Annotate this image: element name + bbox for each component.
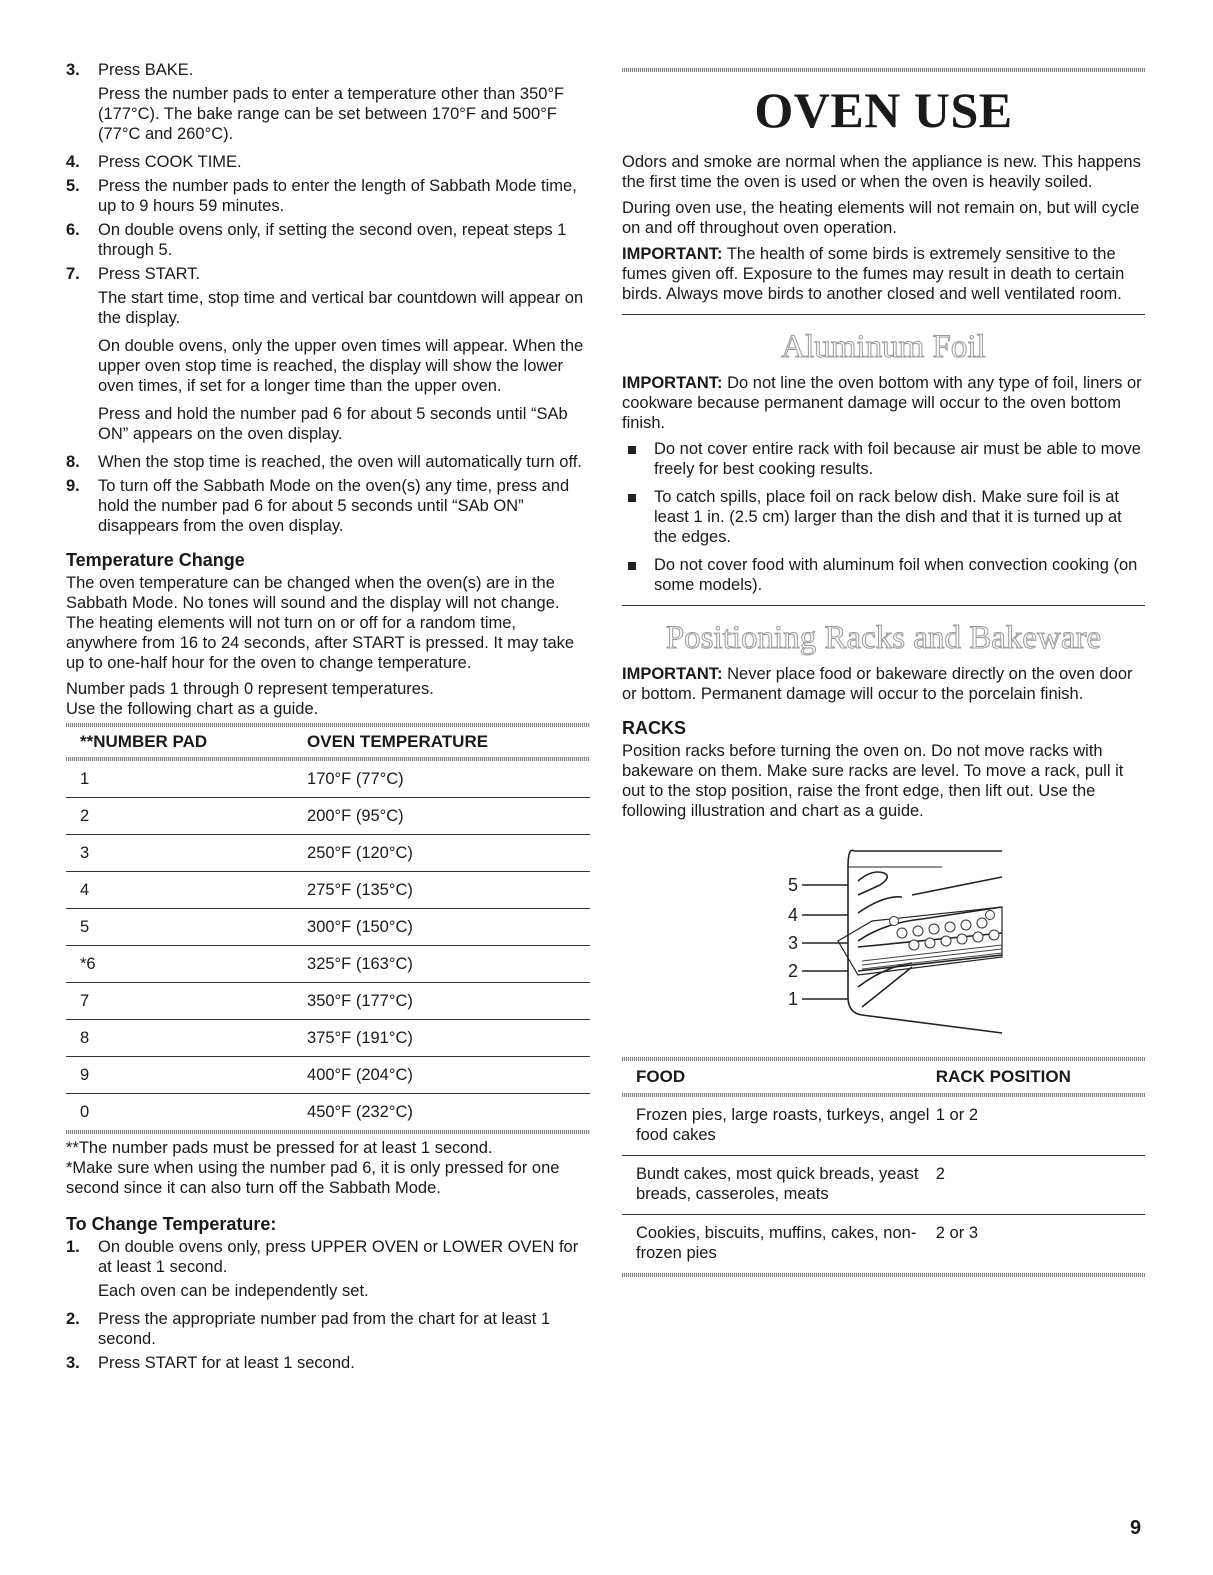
temperature-change-heading: Temperature Change [66, 550, 245, 570]
temperature-cell: 325°F (163°C) [307, 946, 590, 983]
table-row [622, 1156, 1145, 1215]
step-text: On double ovens only, if setting the second oven, repeat steps 1 through 5. [98, 221, 567, 259]
rack-position-cell: 2 or 3 [935, 1224, 978, 1242]
right-column [622, 60, 1145, 1277]
list-item [622, 487, 1145, 547]
rack-number-label: 4 [788, 905, 799, 925]
step-item [66, 452, 590, 472]
rack-number-label: 3 [788, 933, 799, 953]
step-item [66, 1237, 590, 1277]
number-pad-header: **NUMBER PAD [80, 732, 208, 751]
left-column [66, 60, 590, 1377]
rack-position-table-head [622, 1061, 1145, 1093]
rack-position-cell: 2 [936, 1156, 1145, 1215]
step-number: 4. [66, 153, 80, 171]
food-cell: Bundt cakes, most quick breads, yeast breads, casseroles, meats [622, 1156, 936, 1215]
step-number: 1. [66, 1238, 80, 1256]
number-pad-cell: 9 [66, 1057, 307, 1094]
number-pad-cell: 8 [66, 1020, 307, 1057]
sabbath-steps-b [66, 152, 590, 284]
step-text: On double ovens only, press UPPER OVEN or LOWER OVEN for at least 1 second. [98, 1238, 579, 1276]
number-pad-cell: 2 [66, 798, 307, 835]
oven-rack-drawing [622, 837, 1145, 1037]
table-row [66, 1094, 590, 1131]
temperature-change-paragraph: Use the following chart as a guide. [66, 700, 319, 718]
rack-number-label: 1 [788, 989, 799, 1009]
list-item [622, 439, 1145, 479]
step-number: 6. [66, 221, 80, 239]
rack-table-bottom-rule [622, 1273, 1145, 1277]
table-row [66, 835, 590, 872]
step-item [66, 152, 590, 172]
rack-position-header: RACK POSITION [935, 1067, 1071, 1086]
temperature-cell: 450°F (232°C) [307, 1103, 413, 1121]
table-row [66, 946, 590, 983]
step-item [66, 264, 590, 284]
temperature-table-body [66, 761, 590, 1130]
table-bottom-rule [66, 1130, 590, 1134]
step-item [66, 1309, 590, 1349]
birds-warning-text: The health of some birds is extremely sensitive to the fumes given off. Exposure to the fumes may result in death to certain birds. Always move birds to another closed and well ventilated room. [622, 245, 1125, 303]
rack-illustration [622, 837, 1145, 1037]
bullet-mark [622, 439, 654, 479]
step-number: 7. [66, 265, 80, 283]
foil-warning [622, 373, 1145, 433]
sabbath-steps-c [66, 452, 590, 536]
number-pad-cell: *6 [66, 946, 307, 983]
number-pad-cell: 4 [66, 872, 307, 909]
temperature-cell: 275°F (135°C) [307, 872, 590, 909]
change-steps-b [66, 1309, 590, 1373]
section-divider [622, 314, 1145, 315]
step-text: Press the appropriate number pad from the chart for at least 1 second. [98, 1310, 551, 1348]
number-pad-cell: 3 [66, 835, 307, 872]
change-step1-detail: Each oven can be independently set. [98, 1282, 369, 1300]
change-steps-a [66, 1237, 590, 1277]
intro-paragraph: During oven use, the heating elements will not remain on, but will cycle on and off throughout oven operation. [622, 199, 1140, 237]
rack-position-cell: 1 or 2 [936, 1097, 1145, 1156]
table-footnotes [66, 1138, 590, 1198]
step-number: 3. [66, 1354, 80, 1372]
number-pad-cell: 1 [66, 761, 307, 798]
table-row [622, 1097, 1145, 1156]
birds-warning [622, 244, 1145, 304]
temperature-table-header [66, 727, 590, 757]
rack-table-header [622, 1061, 1145, 1093]
positioning-racks-title: Positioning Racks and Bakeware [665, 620, 1102, 656]
important-label: IMPORTANT: [622, 665, 723, 683]
step-number: 3. [66, 61, 80, 79]
oven-use-intro [622, 152, 1145, 238]
step3-detail: Press the number pads to enter a temperature other than 350°F (177°C). The bake range can be set between 170°F and 500°F (77°C and 260°C). [98, 85, 565, 143]
step-text: Press COOK TIME. [98, 153, 242, 171]
temperature-cell: 170°F (77°C) [307, 761, 590, 798]
table-row [66, 909, 590, 946]
temperature-change-paragraph: The oven temperature can be changed when the oven(s) are in the Sabbath Mode. No tones will sound and the display will not change. The heating elements will not turn on or off for a random time, anywhere from 16 to 24 seconds, after START is pressed. It may take up to one-half hour for the oven to change temperature. [66, 574, 575, 672]
rack-number-label: 5 [788, 875, 799, 895]
temperature-cell: 200°F (95°C) [307, 798, 590, 835]
page-title: OVEN USE [754, 82, 1013, 138]
step7-detail: The start time, stop time and vertical bar countdown will appear on the display. [98, 289, 584, 327]
temperature-cell: 300°F (150°C) [307, 909, 590, 946]
number-pad-cell: 5 [66, 909, 307, 946]
table-row [66, 1020, 590, 1057]
footnote: *Make sure when using the number pad 6, it is only pressed for one second since it can also turn off the Sabbath Mode. [66, 1159, 560, 1197]
table-row [66, 798, 590, 835]
step-text: Press BAKE. [98, 61, 194, 79]
step-item [66, 60, 590, 80]
footnote: **The number pads must be pressed for at least 1 second. [66, 1139, 493, 1157]
section-divider [622, 605, 1145, 606]
number-pad-cell: 7 [66, 983, 307, 1020]
oven-temperature-header: OVEN TEMPERATURE [307, 732, 489, 751]
step-text: When the stop time is reached, the oven will automatically turn off. [98, 453, 582, 471]
temperature-cell: 350°F (177°C) [307, 983, 590, 1020]
number-pad-cell: 0 [80, 1103, 90, 1121]
bullet-mark [622, 487, 654, 547]
step-item [66, 220, 590, 260]
racks-warning [622, 664, 1145, 704]
temperature-cell: 375°F (191°C) [307, 1020, 590, 1057]
temperature-cell: 250°F (120°C) [307, 835, 590, 872]
important-label: IMPORTANT: [622, 374, 723, 392]
step-number: 5. [66, 177, 80, 195]
aluminum-foil-title: Aluminum Foil [781, 329, 986, 365]
rack-number-label: 2 [788, 961, 799, 981]
step7-detail: On double ovens, only the upper oven times will appear. When the upper oven stop time is reached, the display will show the lower oven times, if set for a longer time than the upper oven. [98, 337, 584, 395]
temperature-change-text [66, 573, 590, 719]
bullet-text: To catch spills, place foil on rack below dish. Make sure foil is at least 1 in. (2.5 cm) larger than the dish and that it is turned up at the edges. [654, 488, 1122, 546]
racks-heading: RACKS [622, 718, 687, 738]
sabbath-steps-a [66, 60, 590, 80]
bullet-text: Do not cover entire rack with foil because air must be able to move freely for best cooking results. [654, 440, 1141, 478]
rack-position-table [622, 1097, 1145, 1273]
temperature-cell: 400°F (204°C) [307, 1057, 590, 1094]
temperature-change-paragraph: Number pads 1 through 0 represent temperatures. [66, 680, 434, 698]
food-header: FOOD [636, 1067, 686, 1086]
temperature-table [66, 727, 590, 757]
step-number: 8. [66, 453, 80, 471]
bullet-text: Do not cover food with aluminum foil when convection cooking (on some models). [654, 556, 1138, 594]
important-label: IMPORTANT: [622, 245, 723, 263]
step-text: Press START for at least 1 second. [98, 1354, 355, 1372]
step-text: Press START. [98, 265, 201, 283]
table-row [66, 761, 590, 798]
step-item [66, 1353, 590, 1373]
step7-detail: Press and hold the number pad 6 for about 5 seconds until “SAb ON” appears on the oven display. [98, 405, 568, 443]
step-item [66, 476, 590, 536]
table-row [622, 1215, 1145, 1274]
racks-warning-text: Never place food or bakeware directly on the oven door or bottom. Permanent damage will occur to the porcelain finish. [622, 665, 1133, 703]
foil-bullets [622, 439, 1145, 595]
step-text: Press the number pads to enter the length of Sabbath Mode time, up to 9 hours 59 minutes. [98, 177, 577, 215]
to-change-temperature-heading: To Change Temperature: [66, 1214, 277, 1234]
table-row [66, 1057, 590, 1094]
step-number: 2. [66, 1310, 80, 1328]
table-row [66, 983, 590, 1020]
step7-details [66, 288, 590, 444]
page-number: 9 [1130, 1517, 1142, 1539]
foil-warning-text: Do not line the oven bottom with any type of foil, liners or cookware because permanent damage will occur to the oven bottom finish. [622, 374, 1142, 432]
step-item [66, 176, 590, 216]
racks-text: Position racks before turning the oven on. Do not move racks with bakeware on them. Make sure racks are level. To move a rack, pull it out to the stop position, raise the front edge, then lift out. Use the following illustration and chart as a guide. [622, 742, 1124, 820]
intro-paragraph: Odors and smoke are normal when the appliance is new. This happens the first time the oven is used or when the oven is heavily soiled. [622, 153, 1141, 191]
step-number: 9. [66, 477, 80, 495]
step-text: To turn off the Sabbath Mode on the oven(s) any time, press and hold the number pad 6 for about 5 seconds until “SAb ON” disappears from the oven display. [98, 477, 570, 535]
food-cell: Frozen pies, large roasts, turkeys, angel food cakes [622, 1097, 936, 1156]
bullet-mark [622, 555, 654, 595]
title-top-rule [622, 68, 1145, 72]
list-item [622, 555, 1145, 595]
food-cell: Cookies, biscuits, muffins, cakes, non-frozen pies [636, 1224, 917, 1262]
table-row [66, 872, 590, 909]
